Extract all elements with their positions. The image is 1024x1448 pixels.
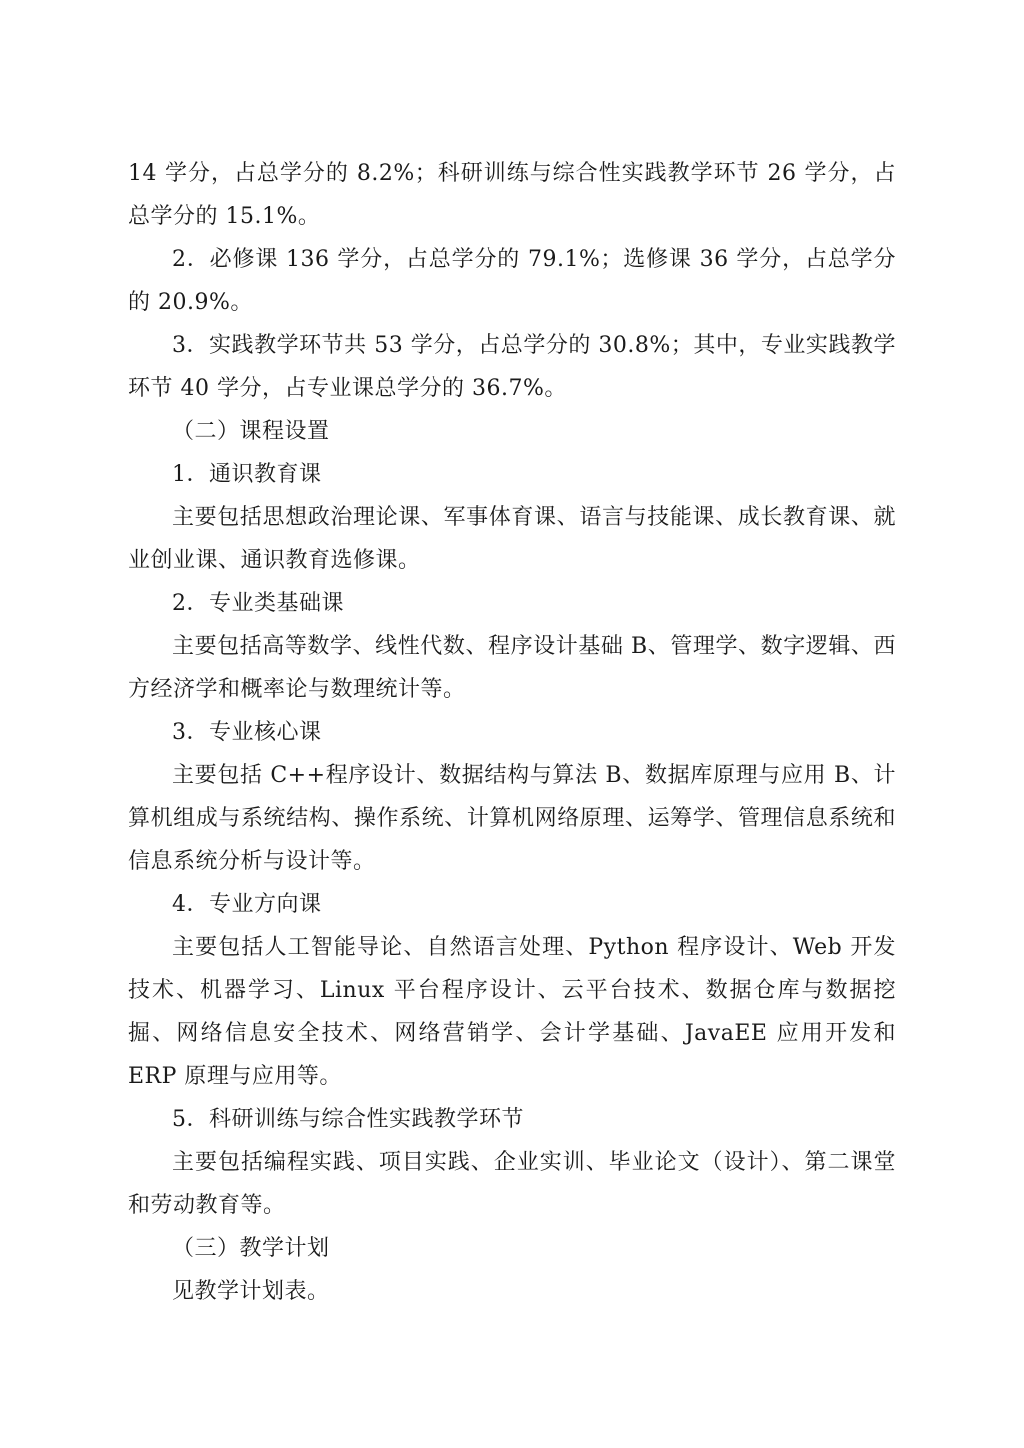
paragraph-major-foundation: 主要包括高等数学、线性代数、程序设计基础 B、管理学、数字逻辑、西方经济学和概率论与数理统计等。 [128,634,896,702]
paragraph-required-elective: 2．必修课 136 学分，占总学分的 79.1%；选修课 36 学分，占总学分的 20.9%。 [128,247,896,315]
heading-teaching-plan: （三）教学计划 [172,1236,330,1261]
subheading-major-direction: 4．专业方向课 [172,892,322,917]
document-page [128,152,896,1313]
paragraph-major-core: 主要包括 C++程序设计、数据结构与算法 B、数据库原理与应用 B、计算机组成与系统结构、操作系统、计算机网络原理、运筹学、管理信息系统和信息系统分析与设计等。 [128,763,896,874]
paragraph-credits-continued: 14 学分，占总学分的 8.2%；科研训练与综合性实践教学环节 26 学分，占总学分的 15.1%。 [128,161,896,229]
subheading-research-practice: 5．科研训练与综合性实践教学环节 [172,1107,524,1132]
subheading-major-foundation: 2．专业类基础课 [172,591,344,616]
paragraph-teaching-plan: 见教学计划表。 [172,1279,330,1304]
paragraph-practice-credits: 3．实践教学环节共 53 学分，占总学分的 30.8%；其中，专业实践教学环节 40 学分，占专业课总学分的 36.7%。 [128,333,896,401]
paragraph-general-education: 主要包括思想政治理论课、军事体育课、语言与技能课、成长教育课、就业创业课、通识教育选修课。 [128,505,896,573]
subheading-major-core: 3．专业核心课 [172,720,322,745]
subheading-general-education: 1．通识教育课 [172,462,322,487]
heading-course-setup: （二）课程设置 [172,419,330,444]
paragraph-research-practice: 主要包括编程实践、项目实践、企业实训、毕业论文（设计）、第二课堂和劳动教育等。 [128,1150,896,1218]
paragraph-major-direction: 主要包括人工智能导论、自然语言处理、Python 程序设计、Web 开发技术、机器学习、Linux 平台程序设计、云平台技术、数据仓库与数据挖掘、网络信息安全技术、网络营销学、会计学基础、JavaEE 应用开发和 ERP 原理与应用等。 [128,935,896,1089]
